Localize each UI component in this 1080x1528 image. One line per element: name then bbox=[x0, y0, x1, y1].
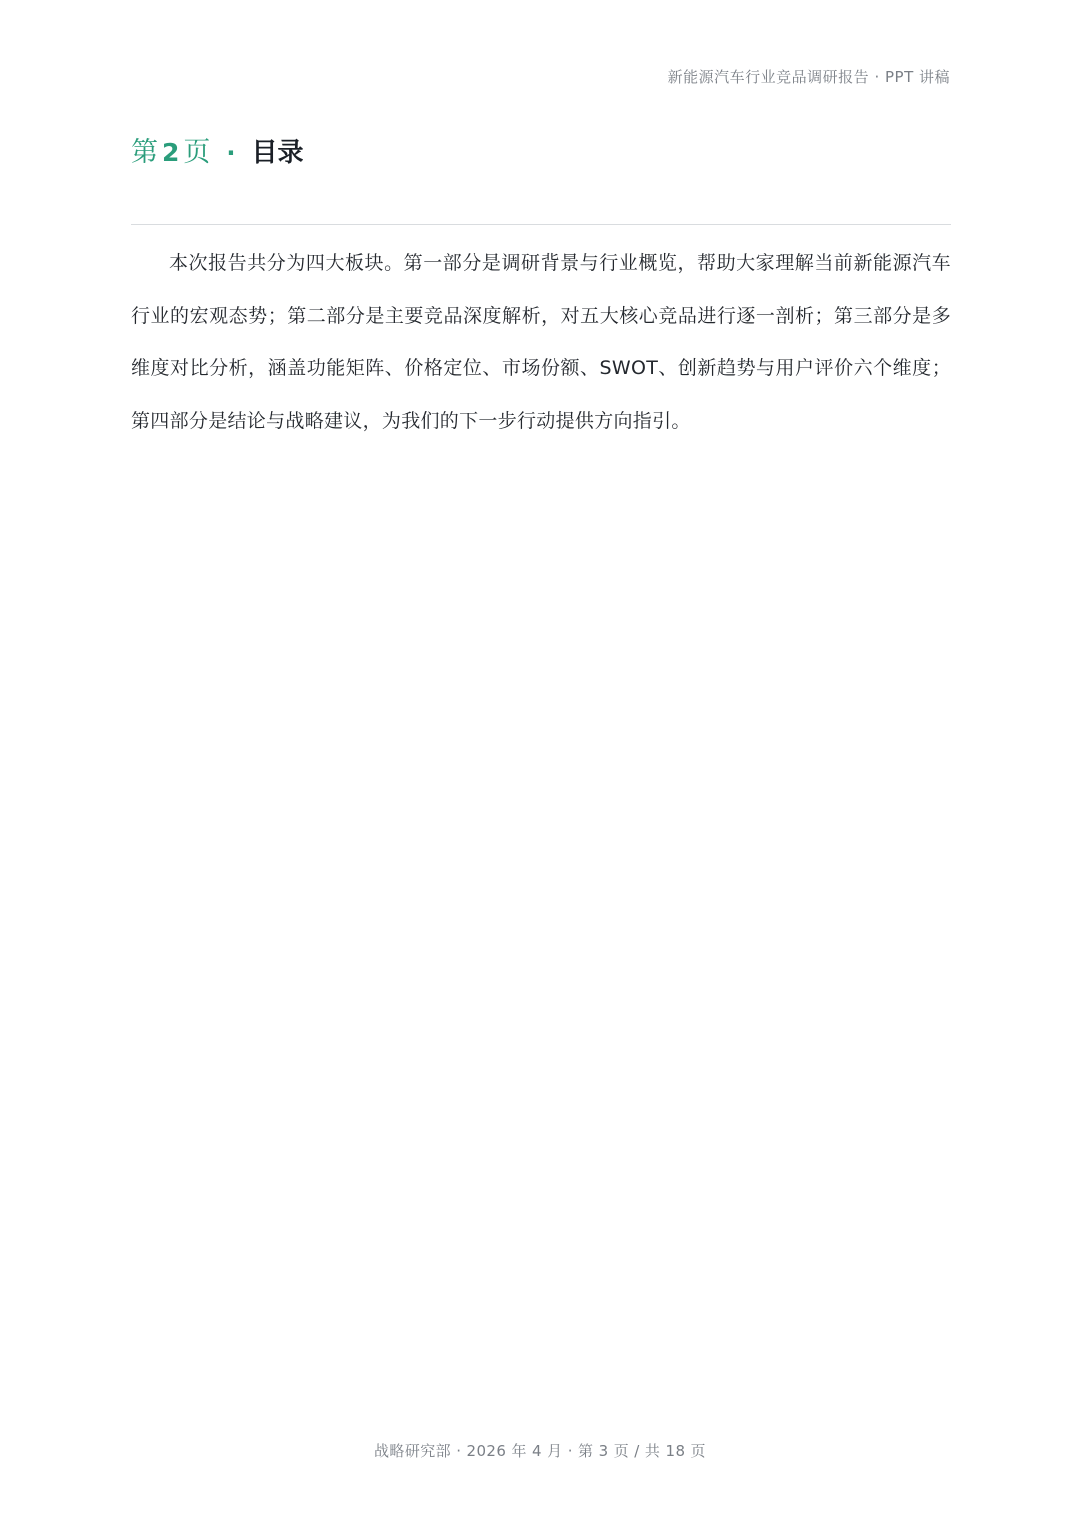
page-footer: 战略研究部 · 2026 年 4 月 · 第 3 页 / 共 18 页 bbox=[374, 1442, 706, 1460]
page-title-text: 目录 bbox=[251, 138, 304, 168]
page-title-suffix: 页 bbox=[183, 137, 211, 168]
page-title-prefix: 第 bbox=[131, 137, 158, 168]
heading-divider bbox=[131, 224, 951, 225]
body-paragraph: 本次报告共分为四大板块。第一部分是调研背景与行业概览，帮助大家理解当前新能源汽车行业的宏观态势；第二部分是主要竞品深度解析，对五大核心竞品进行逐一剖析；第三部分是多维度对比分析，涵盖功能矩阵、价格定位、市场份额、SWOT、创新趋势与用户评价六个维度；第四部分是结论与战略建议，为我们的下一步行动提供方向指引。 bbox=[131, 252, 951, 432]
page-title-separator: · bbox=[226, 139, 236, 167]
page-title bbox=[131, 130, 304, 170]
running-header: 新能源汽车行业竞品调研报告 · PPT 讲稿 bbox=[667, 68, 950, 86]
page-title-number: 2 bbox=[162, 138, 180, 167]
